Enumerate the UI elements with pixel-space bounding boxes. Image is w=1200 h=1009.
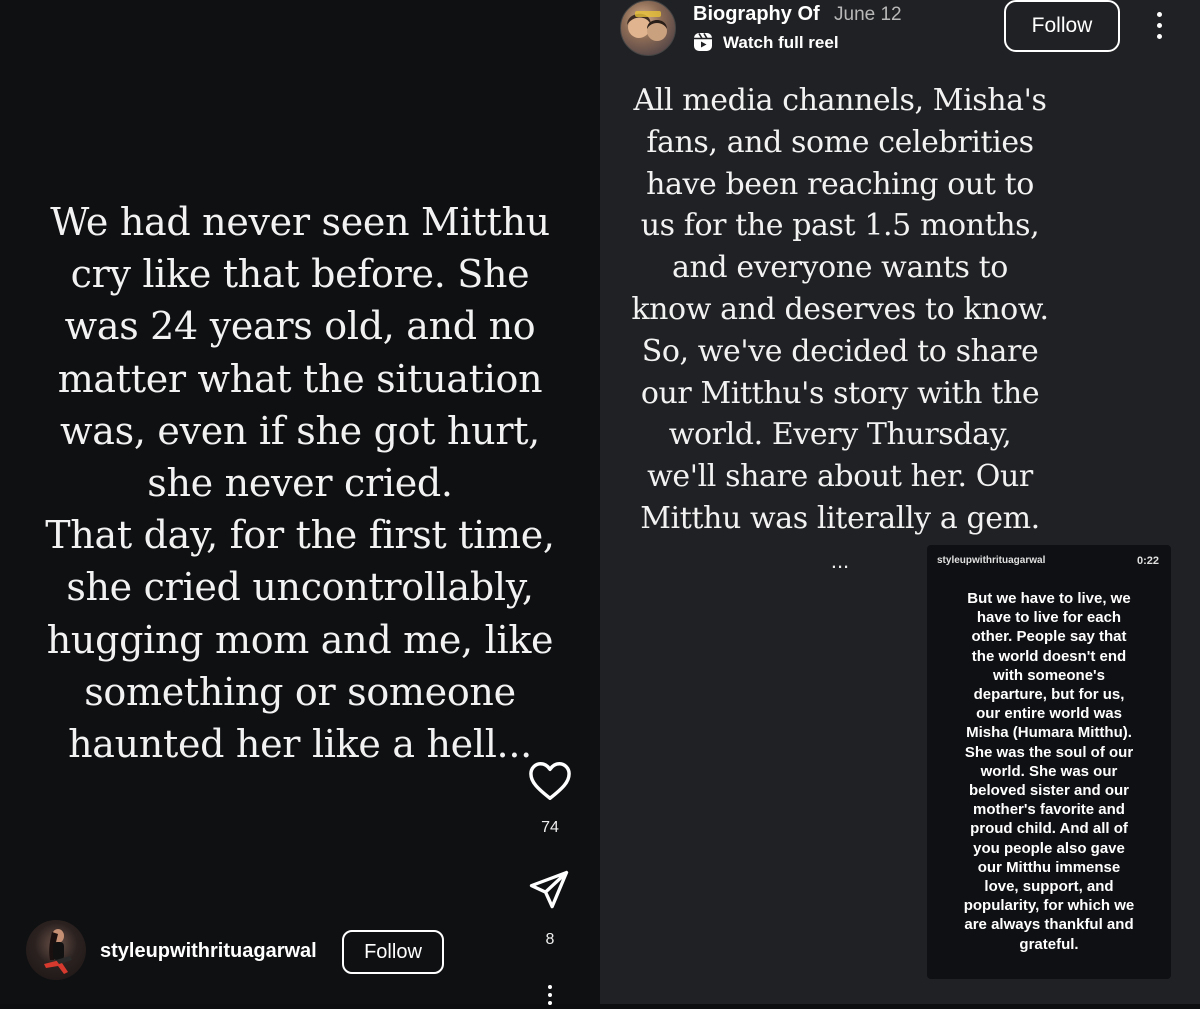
username[interactable]: styleupwithrituagarwal [100,940,317,962]
post-header [600,0,1200,64]
heart-icon[interactable] [528,761,572,801]
story-duration: 0:22 [1136,555,1159,567]
reel-icon [693,32,713,52]
caption-more-button[interactable]: ... [830,548,850,573]
follow-button[interactable]: Follow [342,930,444,974]
embedded-story-card[interactable] [927,545,1171,979]
story-username: styleupwithrituagarwal [937,555,1046,566]
vertical-dots-icon[interactable] [547,985,553,1009]
right-post [600,0,1200,1004]
story-text: But we have to live, we have to live for each other. People say that the world doesn't end with someone's departure, but for us, our entire world was Misha (Humara Mitthu). She was the soul of our world. She was our beloved sister and our mother's favorite and proud child. And all of you people also gave our Mitthu immense love, support, and popularity, for which we are always thankful and grateful. [963,590,1135,953]
account-name[interactable]: Biography Of [693,3,820,25]
avatar[interactable] [620,0,676,56]
share-count: 8 [545,931,555,948]
vertical-dots-icon[interactable] [1156,12,1164,45]
paper-plane-icon[interactable] [528,869,570,911]
like-count: 74 [541,819,559,836]
reel-text-overlay: We had never seen Mitthu cry like that before. She was 24 years old, and no matter what the situation was, even if she got hurt, she never cried. That day, for the first time, she cried uncontrollably, hugging mom and me, like something or someone haunted her like a hell... [45,200,555,767]
avatar[interactable] [26,920,86,980]
post-caption: All media channels, Misha's fans, and some celebrities have been reaching out to us for the past 1.5 months, and everyone wants to know and deserves to know. So, we've decided to share our Mitthu's story with the world. Every Thursday, we'll share about her. Our Mitthu was literally a gem. [631,83,1049,536]
post-date: June 12 [834,4,902,25]
post-author-bar [26,920,526,984]
watch-full-reel-link[interactable]: Watch full reel [723,33,839,52]
follow-button[interactable]: Follow [1004,0,1120,52]
left-reel-post [0,0,600,1004]
